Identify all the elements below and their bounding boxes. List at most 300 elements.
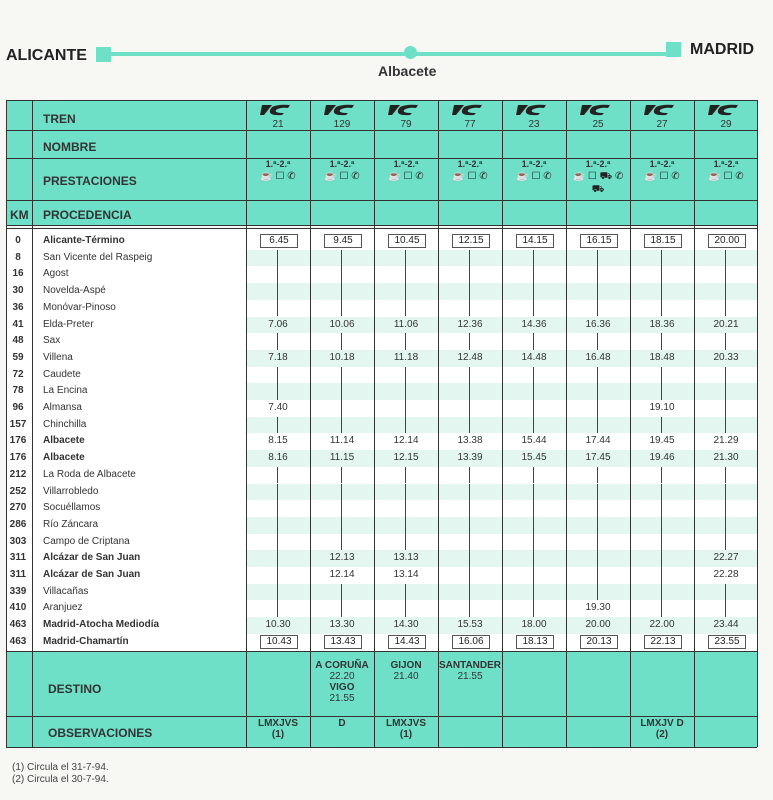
- grid-line-v: [757, 100, 758, 747]
- station-name: Villacañas: [43, 585, 89, 597]
- continuation-line: [597, 484, 598, 501]
- grid-line-v: [310, 100, 311, 747]
- continuation-line: [405, 283, 406, 300]
- time-value: 15.45: [521, 452, 547, 464]
- continuation-line: [725, 500, 726, 517]
- continuation-line: [533, 500, 534, 517]
- station-name: Albacete: [43, 452, 85, 464]
- time-value: 10.18: [329, 351, 355, 363]
- km-value: 59: [12, 351, 24, 363]
- station-name: Sax: [43, 335, 61, 347]
- intercity-logo-icon: [450, 103, 490, 117]
- continuation-line: [725, 484, 726, 501]
- continuation-line: [405, 584, 406, 601]
- header-destino: DESTINO: [48, 682, 102, 696]
- time-boxed: 20.13: [580, 635, 618, 649]
- km-value: 96: [12, 402, 24, 413]
- continuation-line: [661, 584, 662, 601]
- continuation-line: [277, 367, 278, 384]
- continuation-line: [661, 600, 662, 617]
- destino-city: VIGO: [329, 682, 355, 693]
- time-value: 19.46: [649, 452, 675, 464]
- continuation-line: [661, 467, 662, 484]
- continuation-line: [469, 383, 470, 400]
- continuation-line: [661, 517, 662, 534]
- continuation-line: [277, 333, 278, 350]
- continuation-line: [597, 383, 598, 400]
- header-prestaciones: PRESTACIONES: [43, 174, 137, 188]
- km-value: 0: [15, 235, 21, 246]
- time-value: 12.14: [393, 435, 419, 447]
- station-name: La Encina: [43, 385, 88, 397]
- continuation-line: [277, 517, 278, 534]
- continuation-line: [533, 400, 534, 417]
- continuation-line: [725, 283, 726, 300]
- station-name: Río Záncara: [43, 518, 99, 530]
- destino-cell: [438, 660, 502, 682]
- time-value: 15.44: [521, 435, 547, 447]
- continuation-line: [469, 567, 470, 584]
- time-value: 11.06: [393, 318, 419, 330]
- train-classes: 1.ª-2.ª: [265, 159, 291, 169]
- station-name: Albacete: [43, 435, 85, 447]
- time-value: 13.14: [393, 569, 419, 580]
- continuation-line: [405, 333, 406, 350]
- station-name: Novelda-Aspé: [43, 285, 106, 297]
- train-classes: 1.ª-2.ª: [329, 159, 355, 169]
- continuation-line: [597, 534, 598, 551]
- destino-time: 21.55: [329, 693, 355, 704]
- grid-line-v: [502, 100, 503, 747]
- time-value: 16.36: [585, 318, 611, 330]
- continuation-line: [533, 600, 534, 617]
- observacion-cell: [374, 718, 438, 740]
- continuation-line: [405, 600, 406, 617]
- time-value: 11.15: [329, 452, 355, 464]
- time-value: 10.30: [265, 619, 291, 631]
- continuation-line: [725, 534, 726, 551]
- time-value: 12.15: [393, 452, 419, 464]
- continuation-line: [405, 300, 406, 317]
- station-name: Monóvar-Pinoso: [43, 301, 116, 313]
- grid-line-h: [6, 130, 757, 131]
- time-value: 11.18: [393, 351, 419, 363]
- continuation-line: [341, 283, 342, 300]
- train-number: 25: [592, 119, 604, 130]
- observacion-line: (1): [271, 729, 285, 740]
- grid-line-v: [566, 100, 567, 747]
- time-value: 21.30: [713, 452, 739, 464]
- train-amenities-icon: ☕ ☐ ✆: [324, 171, 360, 182]
- origin-city: ALICANTE: [6, 47, 87, 64]
- continuation-line: [469, 283, 470, 300]
- continuation-line: [469, 534, 470, 551]
- time-value: 18.36: [649, 318, 675, 330]
- train-classes: 1.ª-2.ª: [585, 159, 611, 169]
- time-value: 22.27: [713, 552, 739, 564]
- continuation-line: [597, 266, 598, 283]
- continuation-line: [533, 484, 534, 501]
- continuation-line: [341, 534, 342, 551]
- station-name: Aranjuez: [43, 602, 83, 614]
- continuation-line: [725, 600, 726, 617]
- continuation-line: [405, 484, 406, 501]
- intermediate-city: Albacete: [378, 63, 437, 79]
- continuation-line: [661, 484, 662, 501]
- header-nombre: NOMBRE: [43, 140, 97, 154]
- time-boxed: 16.06: [452, 635, 490, 649]
- continuation-line: [469, 400, 470, 417]
- continuation-line: [341, 300, 342, 317]
- header-procedencia: PROCEDENCIA: [43, 208, 132, 222]
- continuation-line: [341, 367, 342, 384]
- continuation-line: [597, 584, 598, 601]
- time-value: 14.48: [521, 351, 547, 363]
- station-name: Alcázar de San Juan: [43, 552, 141, 564]
- time-value: 17.45: [585, 452, 611, 464]
- time-value: 20.21: [713, 318, 739, 330]
- continuation-line: [661, 500, 662, 517]
- continuation-line: [341, 250, 342, 267]
- time-boxed: 20.00: [708, 234, 746, 248]
- grid-line-v: [694, 100, 695, 747]
- time-value: 17.44: [585, 435, 611, 447]
- continuation-line: [341, 584, 342, 601]
- continuation-line: [533, 417, 534, 434]
- time-boxed: 18.15: [644, 234, 682, 248]
- continuation-line: [341, 484, 342, 501]
- intercity-logo-icon: [322, 103, 362, 117]
- train-classes: 1.ª-2.ª: [649, 159, 675, 169]
- time-value: 19.45: [649, 435, 675, 447]
- observacion-line: (1): [399, 729, 413, 740]
- continuation-line: [661, 300, 662, 317]
- train-classes: 1.ª-2.ª: [393, 159, 419, 169]
- station-name: Caudete: [43, 368, 81, 380]
- time-boxed: 6.45: [260, 234, 298, 248]
- continuation-line: [405, 517, 406, 534]
- continuation-line: [597, 417, 598, 434]
- continuation-line: [469, 300, 470, 317]
- continuation-line: [469, 550, 470, 567]
- continuation-line: [661, 383, 662, 400]
- continuation-line: [341, 467, 342, 484]
- train-amenities-icon: ☕ ☐ ✆: [260, 171, 296, 182]
- continuation-line: [725, 400, 726, 417]
- continuation-line: [597, 250, 598, 267]
- observacion-cell: [630, 718, 694, 740]
- intercity-logo-icon: [258, 103, 298, 117]
- km-value: 339: [9, 585, 27, 597]
- grid-line-v: [438, 100, 439, 747]
- train-number: 21: [272, 119, 284, 130]
- continuation-line: [597, 517, 598, 534]
- time-value: 18.48: [649, 351, 675, 363]
- km-value: 311: [9, 569, 27, 580]
- header-km: KM: [10, 208, 29, 222]
- intercity-logo-icon: [578, 103, 618, 117]
- continuation-line: [277, 584, 278, 601]
- station-name: Campo de Criptana: [43, 535, 130, 547]
- km-value: 36: [12, 301, 24, 313]
- time-value: 7.40: [268, 402, 288, 413]
- time-value: 11.14: [329, 435, 355, 447]
- km-value: 311: [9, 552, 27, 564]
- time-value: 13.30: [329, 619, 355, 631]
- time-value: 22.00: [649, 619, 675, 631]
- time-value: 12.36: [457, 318, 483, 330]
- observacion-line: LMXJV D: [640, 718, 684, 729]
- destino-time: 21.55: [457, 671, 483, 682]
- continuation-line: [405, 417, 406, 434]
- continuation-line: [661, 250, 662, 267]
- time-value: 20.33: [713, 351, 739, 363]
- continuation-line: [277, 250, 278, 267]
- continuation-line: [533, 333, 534, 350]
- continuation-line: [533, 517, 534, 534]
- time-value: 12.13: [329, 552, 355, 564]
- km-value: 463: [9, 619, 27, 631]
- time-value: 8.15: [268, 435, 288, 447]
- continuation-line: [277, 600, 278, 617]
- continuation-line: [405, 467, 406, 484]
- km-value: 286: [9, 518, 27, 530]
- station-name: Madrid-Chamartín: [43, 635, 129, 647]
- continuation-line: [597, 467, 598, 484]
- continuation-line: [597, 333, 598, 350]
- station-name: San Vicente del Raspeig: [43, 251, 153, 263]
- continuation-line: [725, 383, 726, 400]
- train-amenities-icon: ☕ ☐ ✆: [516, 171, 552, 182]
- intercity-logo-icon: [514, 103, 554, 117]
- km-value: 78: [12, 385, 24, 397]
- footnote: (1) Circula el 31-7-94.: [12, 762, 109, 773]
- continuation-line: [469, 500, 470, 517]
- km-value: 410: [9, 602, 27, 614]
- continuation-line: [469, 250, 470, 267]
- continuation-line: [725, 300, 726, 317]
- time-value: 18.00: [521, 619, 547, 631]
- grid-line-h: [6, 716, 757, 717]
- continuation-line: [661, 367, 662, 384]
- continuation-line: [597, 367, 598, 384]
- station-name: Villena: [43, 351, 73, 363]
- time-value: 8.16: [268, 452, 288, 464]
- continuation-line: [533, 567, 534, 584]
- continuation-line: [661, 333, 662, 350]
- continuation-line: [469, 584, 470, 601]
- continuation-line: [725, 250, 726, 267]
- train-number: 23: [528, 119, 540, 130]
- time-value: 13.13: [393, 552, 419, 564]
- continuation-line: [469, 266, 470, 283]
- destino-city: GIJON: [390, 660, 422, 671]
- time-value: 14.36: [521, 318, 547, 330]
- continuation-line: [341, 266, 342, 283]
- continuation-line: [597, 283, 598, 300]
- km-value: 303: [9, 535, 27, 547]
- continuation-line: [725, 467, 726, 484]
- continuation-line: [597, 500, 598, 517]
- station-name: La Roda de Albacete: [43, 468, 136, 480]
- continuation-line: [277, 417, 278, 434]
- time-value: 12.48: [457, 351, 483, 363]
- intercity-logo-icon: [706, 103, 746, 117]
- continuation-line: [533, 383, 534, 400]
- continuation-line: [341, 517, 342, 534]
- station-name: Elda-Preter: [43, 318, 94, 330]
- grid-line-h: [6, 225, 757, 226]
- continuation-line: [405, 383, 406, 400]
- continuation-line: [405, 367, 406, 384]
- km-value: 30: [12, 285, 24, 297]
- continuation-line: [533, 550, 534, 567]
- destino-city: SANTANDER: [438, 660, 502, 671]
- continuation-line: [469, 600, 470, 617]
- continuation-line: [469, 484, 470, 501]
- continuation-line: [597, 400, 598, 417]
- continuation-line: [533, 283, 534, 300]
- grid-line-h: [6, 228, 757, 229]
- train-number: 79: [400, 119, 412, 130]
- grid-line-h: [6, 651, 757, 652]
- time-boxed: 22.13: [644, 635, 682, 649]
- continuation-line: [533, 250, 534, 267]
- km-value: 16: [12, 268, 24, 280]
- train-amenities-icon: ☕ ☐ ✆: [388, 171, 424, 182]
- continuation-line: [341, 400, 342, 417]
- km-value: 463: [9, 635, 27, 647]
- km-value: 48: [12, 335, 24, 347]
- grid-line-v: [630, 100, 631, 747]
- destino-city: A CORUÑA: [315, 660, 369, 671]
- grid-line-v: [374, 100, 375, 747]
- train-number: 29: [720, 119, 732, 130]
- continuation-line: [277, 484, 278, 501]
- time-boxed: 10.45: [388, 234, 426, 248]
- time-boxed: 10.43: [260, 635, 298, 649]
- continuation-line: [469, 517, 470, 534]
- continuation-line: [725, 367, 726, 384]
- train-number: 77: [464, 119, 476, 130]
- continuation-line: [533, 584, 534, 601]
- continuation-line: [469, 367, 470, 384]
- time-value: 15.53: [457, 619, 483, 631]
- time-value: 22.28: [713, 569, 739, 580]
- continuation-line: [469, 467, 470, 484]
- train-amenities-icon: ☕ ☐ ⛟ ✆ ⛟: [572, 171, 624, 195]
- destino-cell: [374, 660, 438, 682]
- continuation-line: [725, 266, 726, 283]
- time-boxed: 14.15: [516, 234, 554, 248]
- train-amenities-icon: ☕ ☐ ✆: [452, 171, 488, 182]
- continuation-line: [341, 333, 342, 350]
- train-amenities-icon: ☕ ☐ ✆: [708, 171, 744, 182]
- time-value: 7.18: [268, 351, 288, 363]
- header-observaciones: OBSERVACIONES: [48, 726, 153, 740]
- destino-time: 22.20: [329, 671, 355, 682]
- continuation-line: [341, 600, 342, 617]
- continuation-line: [661, 283, 662, 300]
- grid-line-v: [246, 100, 247, 747]
- continuation-line: [597, 300, 598, 317]
- grid-line-h: [6, 100, 757, 101]
- continuation-line: [661, 534, 662, 551]
- train-number: 129: [333, 119, 351, 130]
- km-value: 157: [9, 418, 27, 430]
- time-value: 20.00: [585, 619, 611, 631]
- grid-line-h: [6, 200, 757, 201]
- footnote: (2) Circula el 30-7-94.: [12, 774, 109, 785]
- continuation-line: [277, 266, 278, 283]
- station-name: Almansa: [43, 402, 82, 413]
- continuation-line: [405, 250, 406, 267]
- time-value: 14.30: [393, 619, 419, 631]
- station-name: Agost: [43, 268, 69, 280]
- time-value: 13.39: [457, 452, 483, 464]
- continuation-line: [533, 534, 534, 551]
- continuation-line: [533, 266, 534, 283]
- destination-city: MADRID: [690, 41, 754, 58]
- train-amenities-icon: ☕ ☐ ✆: [644, 171, 680, 182]
- time-value: 21.29: [713, 435, 739, 447]
- intercity-logo-icon: [642, 103, 682, 117]
- destino-time: 21.40: [393, 671, 419, 682]
- continuation-line: [341, 417, 342, 434]
- continuation-line: [341, 383, 342, 400]
- continuation-line: [597, 550, 598, 567]
- continuation-line: [533, 367, 534, 384]
- time-value: 19.10: [649, 402, 675, 413]
- time-boxed: 13.43: [324, 635, 362, 649]
- km-value: 176: [9, 435, 27, 447]
- continuation-line: [597, 567, 598, 584]
- continuation-line: [277, 500, 278, 517]
- observacion-cell: [246, 718, 310, 740]
- continuation-line: [661, 567, 662, 584]
- time-value: 10.06: [329, 318, 355, 330]
- time-value: 19.30: [585, 602, 611, 614]
- continuation-line: [725, 417, 726, 434]
- continuation-line: [277, 534, 278, 551]
- time-boxed: 9.45: [324, 234, 362, 248]
- continuation-line: [725, 333, 726, 350]
- continuation-line: [277, 300, 278, 317]
- continuation-line: [405, 500, 406, 517]
- continuation-line: [405, 534, 406, 551]
- observacion-line: D: [338, 718, 346, 729]
- time-boxed: 14.43: [388, 635, 426, 649]
- km-value: 72: [12, 368, 24, 380]
- time-boxed: 12.15: [452, 234, 490, 248]
- km-value: 252: [9, 485, 27, 497]
- observacion-line: LMXJVS: [385, 718, 426, 729]
- continuation-line: [277, 567, 278, 584]
- station-name: Socuéllamos: [43, 502, 101, 514]
- time-value: 13.38: [457, 435, 483, 447]
- time-boxed: 18.13: [516, 635, 554, 649]
- continuation-line: [533, 467, 534, 484]
- km-value: 212: [9, 468, 27, 480]
- train-number: 27: [656, 119, 668, 130]
- observacion-line: LMXJVS: [257, 718, 298, 729]
- time-boxed: 16.15: [580, 234, 618, 248]
- continuation-line: [277, 467, 278, 484]
- km-value: 41: [12, 318, 24, 330]
- train-classes: 1.ª-2.ª: [457, 159, 483, 169]
- time-boxed: 23.55: [708, 635, 746, 649]
- km-value: 8: [15, 251, 21, 263]
